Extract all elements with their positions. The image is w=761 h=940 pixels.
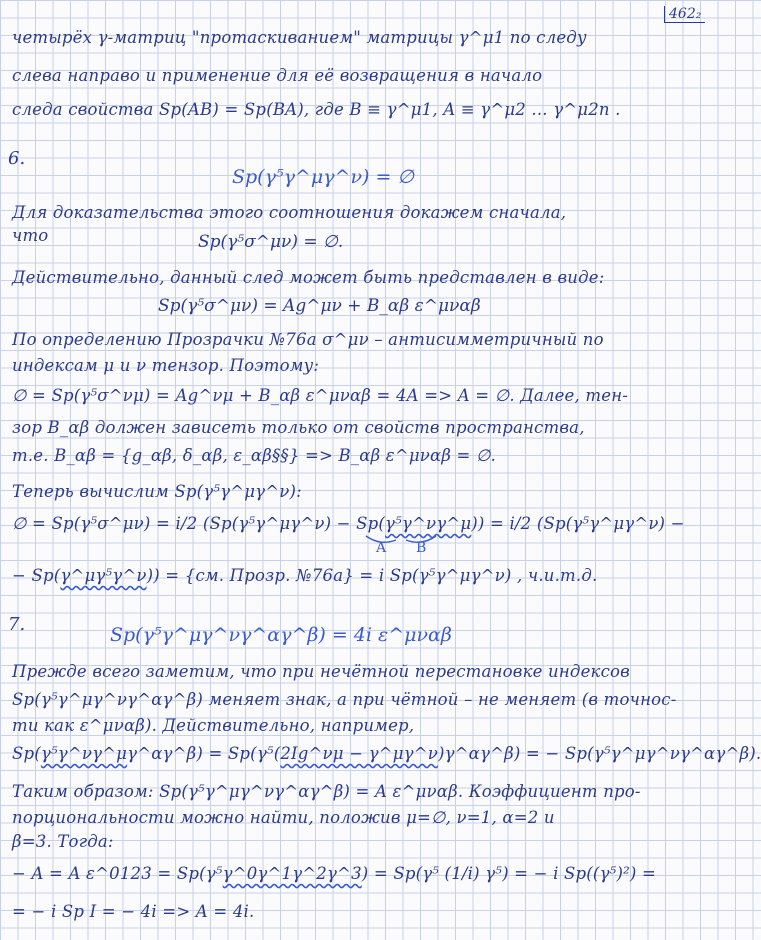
s6-line-2a: что <box>12 226 49 245</box>
intro-line-1: четырёх γ-матриц "протаскиванием" матрицы γ^μ1 по следу <box>12 28 587 47</box>
s7-line-8 <box>12 864 656 884</box>
s6-equation-decomposition: Sp(γ⁵σ^μν) = Ag^μν + B_αβ ε^μναβ <box>158 296 481 316</box>
s7-line-2: Sp(γ⁵γ^μγ^νγ^αγ^β) меняет знак, а при чётной – не меняет (в точнос- <box>12 690 677 709</box>
s6-line-3: Действительно, данный след может быть представлен в виде: <box>12 268 605 287</box>
s7-line-4b: γ^αγ^β) = Sp(γ⁵( <box>127 744 281 763</box>
section-7-header: Sp(γ⁵γ^μγ^νγ^αγ^β) = 4i ε^μναβ <box>110 624 452 646</box>
label-b: B <box>416 540 427 556</box>
s6-line-12a: − Sp( <box>12 566 61 585</box>
s6-line-12 <box>12 566 597 586</box>
s7-line-7: β=3. Тогда: <box>12 832 114 851</box>
s7-line-9: = − i Sp I = − 4i => A = 4i. <box>12 902 255 921</box>
s6-line-12-wavy: γ^μγ⁵γ^ν <box>60 566 147 585</box>
intro-line-3: следа свойства Sp(AB) = Sp(BA), где B ≡ γ^μ1, A ≡ γ^μ2 ... γ^μ2n . <box>12 100 621 119</box>
s7-line-3: ти как ε^μναβ). Действительно, например, <box>12 716 415 735</box>
s6-equation-sigma: Sp(γ⁵σ^μν) = ∅. <box>198 232 344 252</box>
s7-line-4-wavy-2: 2Ig^νμ − γ^μγ^ν <box>280 744 438 763</box>
s7-line-4c: )γ^αγ^β) = − Sp(γ⁵γ^μγ^νγ^αγ^β). <box>437 744 761 763</box>
s6-line-5: По определению Прозрачки №76а σ^μν – антисимметричный по <box>12 330 604 349</box>
s7-line-6: порциональности можно найти, положив μ=∅, ν=1, α=2 и <box>12 808 555 827</box>
s6-line-12b: )) = {см. Прозр. №76а} = i Sp(γ⁵γ^μγ^ν) , ч.и.т.д. <box>146 566 598 585</box>
s7-line-8-wavy: γ^0γ^1γ^2γ^3 <box>222 864 362 883</box>
s6-line-11 <box>12 514 685 534</box>
page-number: 462₂ <box>664 6 705 23</box>
s6-line-6: индексам μ и ν тензор. Поэтому: <box>12 356 320 375</box>
s6-line-9: т.е. B_αβ = {g_αβ, δ_αβ, ε_αβ§§} => B_αβ ε^μναβ = ∅. <box>12 446 497 465</box>
section-7-number: 7. <box>8 614 26 635</box>
s6-line-10: Теперь вычислим Sp(γ⁵γ^μγ^ν): <box>12 482 302 501</box>
s7-line-8a: − A = A ε^0123 = Sp(γ⁵ <box>12 864 223 883</box>
section-6-header: Sp(γ⁵γ^μγ^ν) = ∅ <box>232 166 414 188</box>
s7-line-4a: Sp( <box>12 744 41 763</box>
s6-line-7: ∅ = Sp(γ⁵σ^νμ) = Ag^νμ + B_αβ ε^μναβ = 4A => A = ∅. Далее, тен- <box>12 386 629 405</box>
s7-line-8b: ) = Sp(γ⁵ (1/i) γ⁵) = − i Sp((γ⁵)²) = <box>361 864 657 883</box>
s6-line-11b: )) = i/2 (Sp(γ⁵γ^μγ^ν) − <box>471 514 685 533</box>
s7-line-4-wavy: γ⁵γ^νγ^μ <box>40 744 128 763</box>
s7-line-4 <box>12 744 761 764</box>
ab-brace <box>362 534 442 548</box>
s6-line-8: зор B_αβ должен зависеть только от свойств пространства, <box>12 418 585 437</box>
s7-line-5: Таким образом: Sp(γ⁵γ^μγ^νγ^αγ^β) = A ε^μναβ. Коэффициент про- <box>12 782 641 801</box>
s6-line-11-wavy: γ⁵γ^νγ^μ <box>385 514 472 533</box>
s7-line-1: Прежде всего заметим, что при нечётной перестановке индексов <box>12 662 630 681</box>
intro-line-2: слева направо и применение для её возвращения в начало <box>12 66 543 85</box>
label-a: A <box>376 540 387 556</box>
s6-line-1: Для доказательства этого соотношения докажем сначала, <box>12 203 567 222</box>
section-6-number: 6. <box>8 148 26 169</box>
s6-line-11a: ∅ = Sp(γ⁵σ^μν) = i/2 (Sp(γ⁵γ^μγ^ν) − Sp( <box>12 514 386 533</box>
